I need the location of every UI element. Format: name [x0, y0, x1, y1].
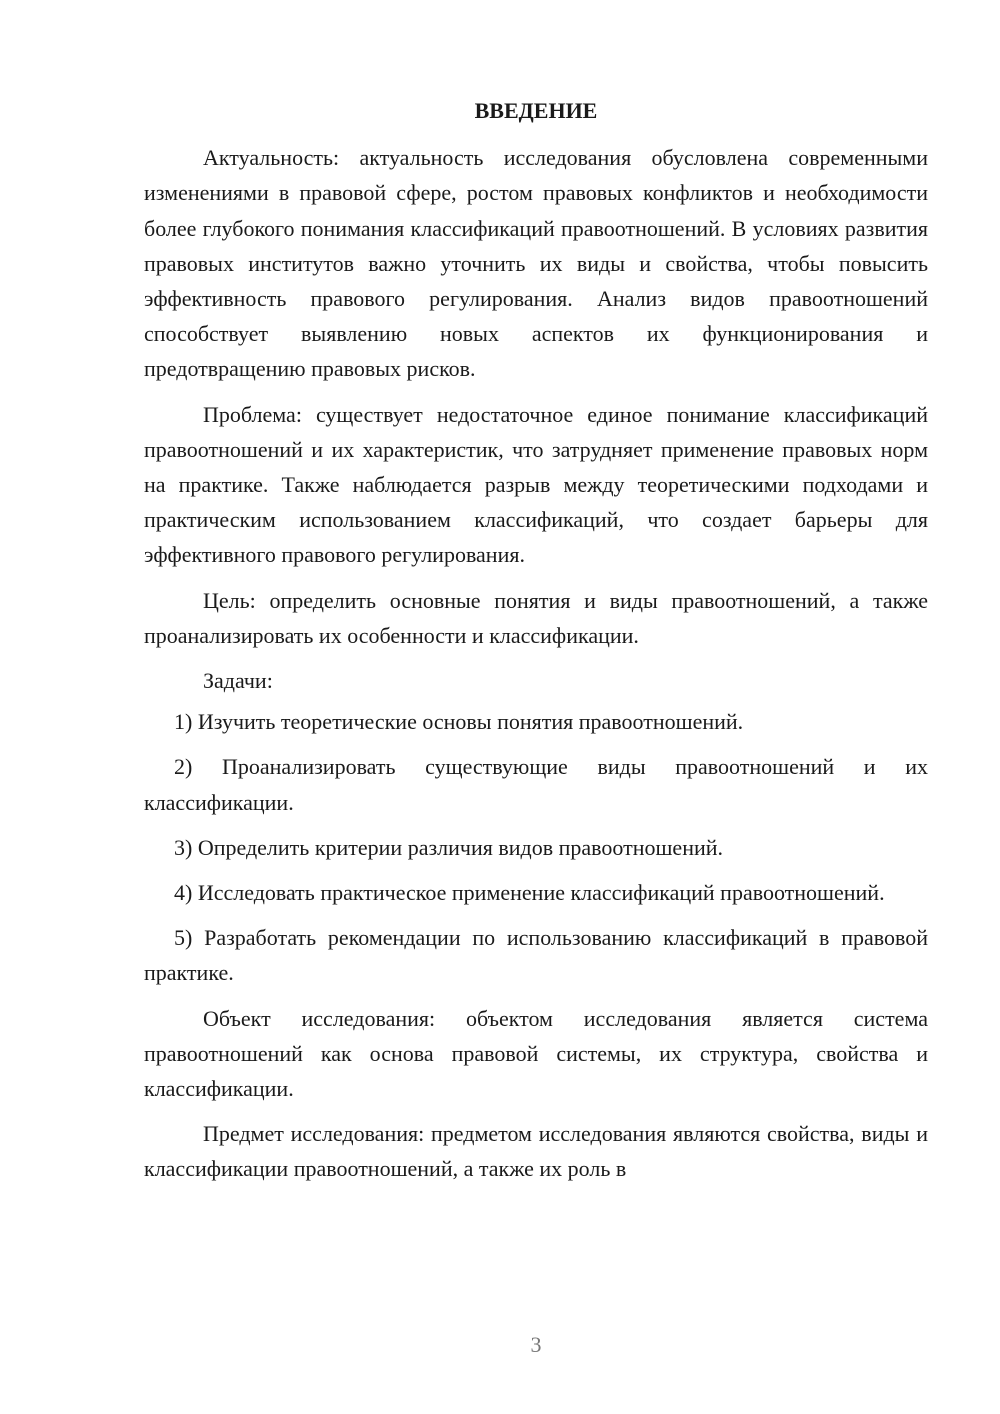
- paragraph-subject: Предмет исследования: предметом исследования являются свойства, виды и классификации правоотношений, а также их роль в: [144, 1121, 928, 1182]
- task-item-5: 5) Разработать рекомендации по использованию классификаций в правовой практике.: [144, 925, 928, 986]
- task-item-2: 2) Проанализировать существующие виды правоотношений и их классификации.: [144, 754, 928, 815]
- paragraph-problem: Проблема: существует недостаточное единое понимание классификаций правоотношений и их характеристик, что затрудняет применение правовых норм на практике. Также наблюдается разрыв между теоретическими подходами и практическим использованием классификаций, что создает барьеры для эффективного правового регулирования.: [144, 401, 928, 568]
- page-content: [144, 93, 928, 1197]
- paragraph-relevance: Актуальность: актуальность исследования обусловлена современными изменениями в правовой сфере, ростом правовых конфликтов и необходимости более глубокого понимания классификаций правоотношений. В условиях развития правовых институтов важно уточнить их виды и свойства, чтобы повысить эффективность правового регулирования. Анализ видов правоотношений способствует выявлению новых аспектов их функционирования и предотвращению правовых рисков.: [144, 145, 928, 382]
- page-number: 3: [530, 1332, 542, 1357]
- task-item-1: 1) Изучить теоретические основы понятия правоотношений.: [174, 709, 744, 735]
- paragraph-object: Объект исследования: объектом исследования является система правоотношений как основа правовой системы, их структура, свойства и классификации.: [144, 1005, 928, 1102]
- paragraph-tasks-heading: Задачи:: [203, 668, 273, 694]
- task-item-3: 3) Определить критерии различия видов правоотношений.: [174, 834, 724, 860]
- page-title: ВВЕДЕНИЕ: [474, 98, 598, 123]
- task-item-4: 4) Исследовать практическое применение классификаций правоотношений.: [174, 880, 885, 906]
- paragraph-goal: Цель: определить основные понятия и виды правоотношений, а также проанализировать их особенности и классификации.: [144, 587, 928, 648]
